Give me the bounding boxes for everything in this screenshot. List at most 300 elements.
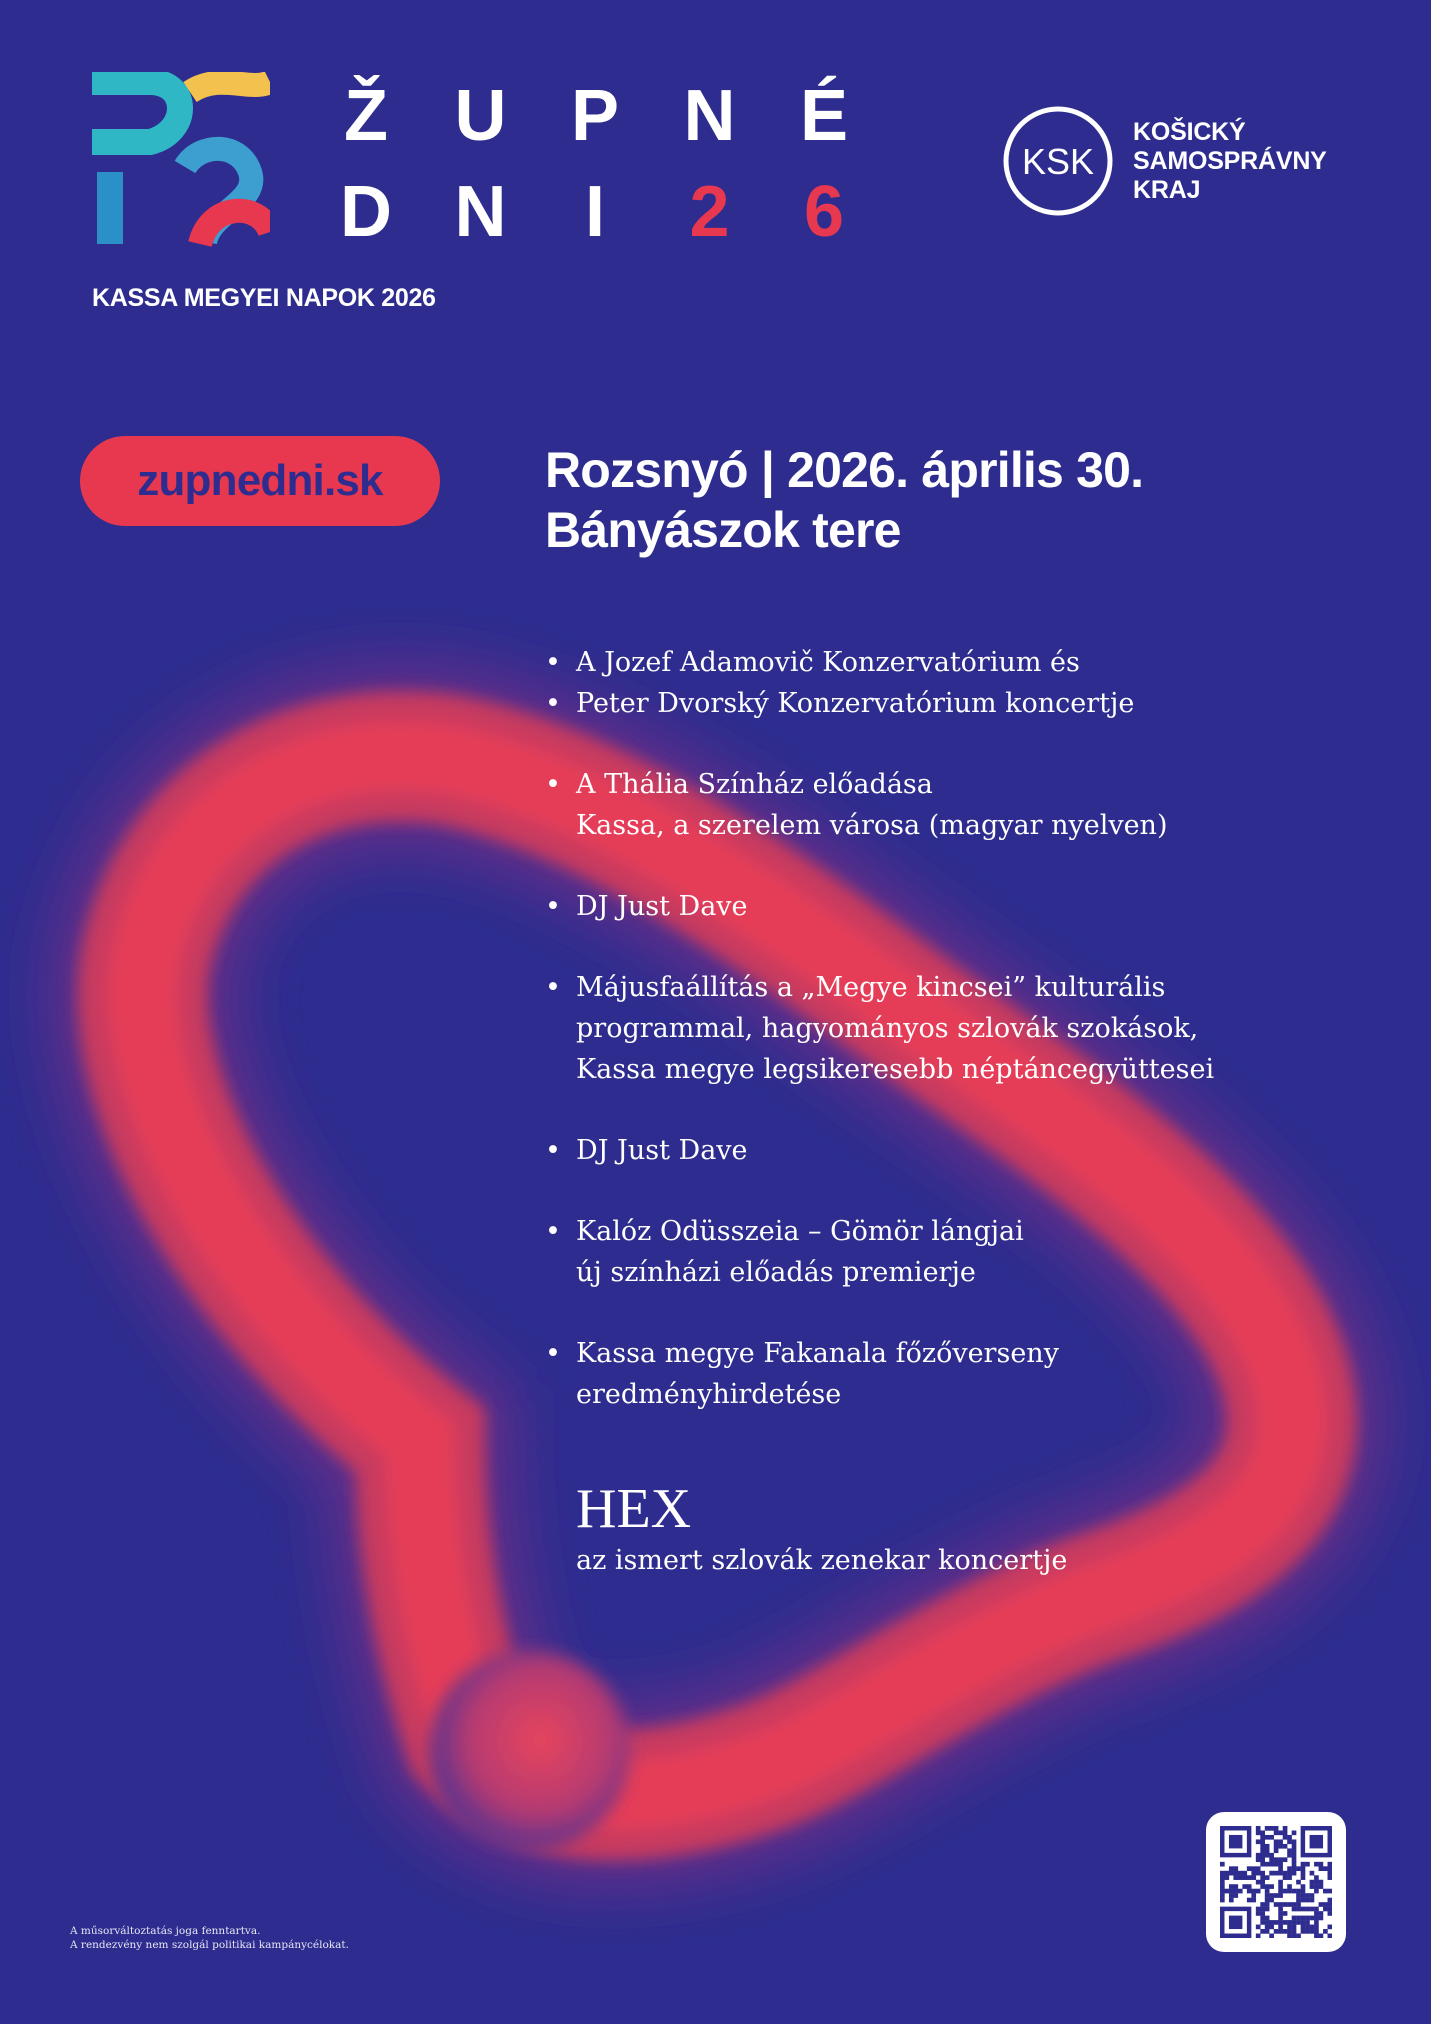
qr-module: [1323, 1902, 1328, 1907]
qr-module: [1328, 1889, 1332, 1894]
qr-module: [1328, 1907, 1332, 1912]
program-line: Májusfaállítás a „Megye kincsei” kulturális: [576, 972, 1166, 1003]
qr-module: [1265, 1884, 1270, 1889]
qr-module: [1242, 1875, 1247, 1880]
qr-module: [1229, 1889, 1234, 1894]
qr-module: [1310, 1880, 1315, 1885]
qr-module: [1319, 1911, 1324, 1916]
qr-module: [1301, 1862, 1306, 1867]
headliner-description: az ismert szlovák zenekar koncertje: [576, 1545, 1068, 1576]
program-line: eredményhirdetése: [576, 1379, 842, 1410]
qr-module: [1301, 1893, 1306, 1898]
qr-module: [1220, 1889, 1225, 1894]
qr-module: [1305, 1916, 1310, 1921]
qr-module: [1283, 1844, 1288, 1849]
qr-module: [1260, 1875, 1265, 1880]
qr-module: [1274, 1902, 1279, 1907]
qr-module: [1229, 1866, 1234, 1871]
qr-module: [1310, 1929, 1315, 1934]
qr-module: [1265, 1844, 1270, 1849]
qr-module: [1314, 1934, 1319, 1938]
qr-module: [1260, 1880, 1265, 1885]
qr-module: [1301, 1925, 1306, 1930]
qr-code-icon: [1220, 1826, 1332, 1938]
qr-module: [1287, 1866, 1292, 1871]
qr-module: [1301, 1916, 1306, 1921]
qr-module: [1323, 1929, 1328, 1934]
logo-letter: 6: [803, 172, 845, 252]
qr-module: [1283, 1830, 1288, 1835]
qr-module: [1301, 1875, 1306, 1880]
qr-module: [1265, 1889, 1270, 1894]
qr-module: [1256, 1839, 1261, 1844]
qr-module: [1233, 1871, 1238, 1876]
qr-module: [1220, 1884, 1225, 1889]
qr-module: [1301, 1929, 1306, 1934]
logo-letter: 2: [689, 172, 730, 252]
qr-module: [1301, 1871, 1306, 1876]
qr-module: [1296, 1920, 1301, 1925]
qr-module: [1287, 1853, 1292, 1858]
qr-module: [1319, 1934, 1324, 1938]
qr-module: [1292, 1862, 1297, 1867]
program-spacer: [545, 927, 1305, 967]
logo-row-2: [335, 164, 855, 260]
qr-module: [1319, 1902, 1324, 1907]
organizer-logo[interactable]: [1001, 104, 1327, 218]
qr-module: [1287, 1925, 1292, 1930]
disclaimer: [70, 1924, 349, 1952]
qr-module: [1269, 1853, 1274, 1858]
qr-module: [1251, 1875, 1256, 1880]
program-item: [545, 683, 1305, 724]
qr-module: [1260, 1884, 1265, 1889]
qr-module: [1233, 1866, 1238, 1871]
logo-letter: U: [454, 76, 507, 156]
organizer-name: [1133, 118, 1327, 205]
qr-module: [1260, 1857, 1265, 1862]
qr-module: [1260, 1862, 1265, 1867]
qr-module: [1269, 1871, 1274, 1876]
qr-module: [1292, 1853, 1297, 1858]
qr-module: [1256, 1853, 1261, 1858]
event-header: [545, 440, 1143, 560]
qr-module: [1310, 1898, 1315, 1903]
logo-letter: É: [799, 76, 849, 156]
qr-module: [1220, 1893, 1225, 1898]
qr-module: [1260, 1844, 1265, 1849]
qr-module: [1220, 1862, 1225, 1867]
logo-letter: N: [454, 172, 507, 252]
qr-module: [1296, 1898, 1301, 1903]
qr-module: [1260, 1902, 1265, 1907]
qr-module: [1269, 1884, 1274, 1889]
qr-module: [1328, 1875, 1332, 1880]
qr-module: [1301, 1898, 1306, 1903]
qr-module: [1220, 1871, 1225, 1876]
qr-module: [1247, 1898, 1252, 1903]
program-line: új színházi előadás premierje: [576, 1257, 976, 1288]
qr-module: [1283, 1929, 1288, 1934]
qr-module: [1278, 1880, 1283, 1885]
qr-module: [1305, 1893, 1310, 1898]
qr-module: [1260, 1839, 1265, 1844]
event-date-location: Rozsnyó | 2026. április 30.: [545, 442, 1144, 498]
qr-module: [1265, 1848, 1270, 1853]
logo-letter: I: [584, 172, 605, 252]
qr-module: [1283, 1871, 1288, 1876]
qr-module: [1292, 1925, 1297, 1930]
qr-module: [1319, 1866, 1324, 1871]
organizer-line: KRAJ: [1133, 175, 1201, 204]
qr-module: [1278, 1916, 1283, 1921]
qr-module: [1287, 1875, 1292, 1880]
qr-module: [1224, 1871, 1229, 1876]
qr-module: [1260, 1911, 1265, 1916]
qr-module: [1265, 1925, 1270, 1930]
qr-module: [1278, 1844, 1283, 1849]
qr-module: [1305, 1898, 1310, 1903]
qr-module: [1287, 1835, 1292, 1840]
qr-module: [1256, 1911, 1261, 1916]
qr-module: [1292, 1857, 1297, 1862]
qr-module: [1242, 1884, 1247, 1889]
qr-module: [1256, 1866, 1261, 1871]
qr-module: [1319, 1884, 1324, 1889]
qr-module: [1265, 1929, 1270, 1934]
qr-module: [1251, 1898, 1256, 1903]
qr-module: [1287, 1929, 1292, 1934]
qr-module: [1269, 1857, 1274, 1862]
qr-module: [1265, 1916, 1270, 1921]
qr-module: [1283, 1857, 1288, 1862]
qr-module: [1328, 1925, 1332, 1930]
qr-module: [1292, 1839, 1297, 1844]
qr-module: [1269, 1835, 1274, 1840]
qr-module: [1292, 1920, 1297, 1925]
organizer-line: SAMOSPRÁVNY: [1133, 146, 1327, 175]
program-item: [545, 886, 1305, 927]
qr-module: [1278, 1902, 1283, 1907]
disclaimer-line: A rendezvény nem szolgál politikai kampánycélokat.: [70, 1939, 349, 1951]
qr-module: [1328, 1862, 1332, 1867]
qr-module: [1301, 1889, 1306, 1894]
qr-module: [1269, 1934, 1274, 1938]
qr-module: [1269, 1920, 1274, 1925]
event-venue: Bányászok tere: [545, 502, 901, 558]
qr-module: [1269, 1925, 1274, 1930]
qr-module: [1328, 1871, 1332, 1876]
qr-module: [1292, 1871, 1297, 1876]
bullet: •: [545, 688, 561, 719]
qr-module: [1265, 1853, 1270, 1858]
qr-module: [1265, 1875, 1270, 1880]
program-line: Kassa, a szerelem városa (magyar nyelven): [576, 810, 1168, 841]
qr-module: [1283, 1875, 1288, 1880]
qr-module: [1319, 1916, 1324, 1921]
qr-module: [1229, 1835, 1242, 1848]
qr-module: [1256, 1889, 1261, 1894]
qr-module: [1287, 1889, 1292, 1894]
qr-module: [1220, 1880, 1225, 1885]
qr-module: [1278, 1866, 1283, 1871]
qr-module: [1287, 1902, 1292, 1907]
qr-module: [1310, 1871, 1315, 1876]
qr-module: [1233, 1875, 1238, 1880]
program-item: [545, 1333, 1305, 1415]
qr-module: [1256, 1857, 1261, 1862]
qr-module: [1265, 1826, 1270, 1831]
program-item: [545, 1211, 1305, 1293]
qr-module: [1278, 1857, 1283, 1862]
organizer-line: KOŠICKÝ: [1133, 117, 1246, 146]
qr-module: [1296, 1934, 1301, 1938]
program-line: DJ Just Dave: [576, 1135, 748, 1166]
qr-module: [1274, 1830, 1279, 1835]
program-line: Kalóz Odüsszeia – Gömör lángjai: [576, 1216, 1024, 1247]
qr-module: [1274, 1839, 1279, 1844]
qr-module: [1278, 1893, 1283, 1898]
qr-module: [1256, 1871, 1261, 1876]
qr-module: [1256, 1826, 1261, 1831]
qr-module: [1251, 1889, 1256, 1894]
qr-module: [1269, 1898, 1274, 1903]
qr-module: [1292, 1907, 1297, 1912]
qr-module: [1274, 1848, 1279, 1853]
qr-module: [1310, 1925, 1315, 1930]
qr-module: [1233, 1889, 1238, 1894]
qr-module: [1265, 1893, 1270, 1898]
qr-module: [1247, 1884, 1252, 1889]
qr-module: [1301, 1884, 1306, 1889]
qr-module: [1224, 1875, 1229, 1880]
ksk-emblem-icon: [1001, 104, 1115, 218]
program-line: A Thália Színház előadása: [576, 769, 933, 800]
qr-module: [1269, 1826, 1274, 1831]
qr-module: [1305, 1862, 1310, 1867]
qr-module: [1314, 1862, 1319, 1867]
bullet: •: [545, 769, 561, 800]
qr-module: [1296, 1916, 1301, 1921]
qr-module: [1314, 1920, 1319, 1925]
qr-module: [1278, 1889, 1283, 1894]
qr-module: [1269, 1893, 1274, 1898]
qr-module: [1220, 1898, 1225, 1903]
qr-module: [1301, 1866, 1306, 1871]
qr-module: [1278, 1907, 1283, 1912]
qr-module: [1296, 1880, 1301, 1885]
program-line: programmal, hagyományos szlovák szokások,: [576, 1013, 1199, 1044]
qr-module: [1323, 1866, 1328, 1871]
qr-module: [1292, 1889, 1297, 1894]
qr-module: [1310, 1916, 1315, 1921]
qr-module: [1328, 1866, 1332, 1871]
qr-module: [1256, 1934, 1261, 1938]
qr-module: [1238, 1871, 1243, 1876]
qr-module: [1283, 1826, 1288, 1831]
qr-module: [1323, 1907, 1328, 1912]
tagline: KASSA MEGYEI NAPOK 2026: [92, 284, 436, 312]
program-line: Kassa megye legsikeresebb néptáncegyüttesei: [576, 1054, 1215, 1085]
qr-module: [1328, 1934, 1332, 1938]
qr-module: [1265, 1835, 1270, 1840]
qr-module: [1301, 1920, 1306, 1925]
qr-module: [1229, 1884, 1234, 1889]
qr-module: [1287, 1920, 1292, 1925]
qr-module: [1260, 1835, 1265, 1840]
qr-module: [1296, 1889, 1301, 1894]
qr-module: [1256, 1880, 1261, 1885]
qr-module: [1314, 1889, 1319, 1894]
qr-module: [1296, 1866, 1301, 1871]
qr-module: [1265, 1920, 1270, 1925]
bullet: •: [545, 1216, 561, 1247]
qr-module: [1274, 1929, 1279, 1934]
qr-module: [1287, 1839, 1292, 1844]
program-spacer: [545, 724, 1305, 764]
qr-module: [1296, 1893, 1301, 1898]
qr-module: [1283, 1911, 1288, 1916]
qr-module: [1292, 1844, 1297, 1849]
qr-module: [1287, 1871, 1292, 1876]
qr-module: [1278, 1871, 1283, 1876]
qr-module: [1274, 1862, 1279, 1867]
qr-module: [1242, 1871, 1247, 1876]
bullet: •: [545, 972, 561, 1003]
program-line: Kassa megye Fakanala főzőverseny: [576, 1338, 1059, 1369]
disclaimer-line: A műsorváltoztatás joga fenntartva.: [70, 1925, 261, 1937]
qr-module: [1314, 1925, 1319, 1930]
qr-module: [1269, 1862, 1274, 1867]
program-item: [545, 1130, 1305, 1171]
qr-module: [1278, 1839, 1283, 1844]
bullet: •: [545, 1338, 561, 1369]
qr-module: [1260, 1853, 1265, 1858]
qr-module: [1278, 1929, 1283, 1934]
qr-module: [1314, 1880, 1319, 1885]
qr-module: [1314, 1907, 1319, 1912]
program-spacer: [545, 846, 1305, 886]
qr-module: [1310, 1907, 1315, 1912]
logo-letter: N: [683, 76, 736, 156]
qr-module: [1287, 1848, 1292, 1853]
qr-module: [1292, 1866, 1297, 1871]
qr-module: [1310, 1835, 1323, 1848]
program-line: DJ Just Dave: [576, 891, 748, 922]
qr-module: [1319, 1862, 1324, 1867]
program-line: Peter Dvorský Konzervatórium koncertje: [576, 688, 1135, 719]
qr-module: [1314, 1884, 1319, 1889]
program-spacer: [545, 1293, 1305, 1333]
qr-module: [1292, 1902, 1297, 1907]
qr-module: [1328, 1898, 1332, 1903]
qr-module: [1283, 1889, 1288, 1894]
qr-module: [1305, 1920, 1310, 1925]
qr-module: [1305, 1929, 1310, 1934]
qr-module: [1278, 1920, 1283, 1925]
qr-module: [1314, 1875, 1319, 1880]
qr-module: [1283, 1902, 1288, 1907]
qr-module: [1233, 1893, 1238, 1898]
qr-module: [1310, 1893, 1315, 1898]
qr-module: [1319, 1880, 1324, 1885]
qr-module: [1260, 1920, 1265, 1925]
qr-module: [1314, 1916, 1319, 1921]
qr-module: [1224, 1889, 1229, 1894]
qr-module: [1238, 1875, 1243, 1880]
qr-module: [1256, 1907, 1261, 1912]
program-item: [545, 642, 1305, 683]
qr-module: [1301, 1907, 1306, 1912]
qr-code[interactable]: [1206, 1812, 1346, 1952]
qr-module: [1274, 1857, 1279, 1862]
qr-module: [1260, 1830, 1265, 1835]
qr-module: [1229, 1898, 1234, 1903]
qr-module: [1292, 1934, 1297, 1938]
qr-module: [1305, 1925, 1310, 1930]
qr-module: [1310, 1884, 1315, 1889]
qr-module: [1247, 1889, 1252, 1894]
qr-module: [1305, 1907, 1310, 1912]
qr-module: [1283, 1835, 1288, 1840]
qr-module: [1292, 1916, 1297, 1921]
logo-wordmark: [335, 68, 855, 260]
bullet: •: [545, 1135, 561, 1166]
program-list: [545, 642, 1305, 1415]
qr-module: [1328, 1902, 1332, 1907]
qr-module: [1260, 1907, 1265, 1912]
program-spacer: [545, 1090, 1305, 1130]
qr-module: [1260, 1929, 1265, 1934]
website-link[interactable]: zupnedni.sk: [80, 436, 440, 526]
qr-module: [1256, 1830, 1261, 1835]
qr-module: [1278, 1862, 1283, 1867]
logo-row-1: [335, 68, 855, 164]
qr-module: [1265, 1907, 1270, 1912]
program-spacer: [545, 1171, 1305, 1211]
qr-module: [1233, 1884, 1238, 1889]
qr-module: [1278, 1884, 1283, 1889]
qr-module: [1274, 1826, 1279, 1831]
logo-letter: D: [340, 172, 392, 252]
qr-module: [1265, 1862, 1270, 1867]
qr-module: [1229, 1893, 1234, 1898]
qr-module: [1274, 1844, 1279, 1849]
qr-module: [1283, 1920, 1288, 1925]
qr-module: [1274, 1893, 1279, 1898]
bullet: •: [545, 891, 561, 922]
qr-module: [1328, 1911, 1332, 1916]
qr-module: [1274, 1871, 1279, 1876]
qr-module: [1274, 1920, 1279, 1925]
qr-module: [1229, 1871, 1234, 1876]
qr-module: [1251, 1893, 1256, 1898]
qr-module: [1292, 1830, 1297, 1835]
qr-module: [1296, 1907, 1301, 1912]
logo-letter: P: [570, 76, 620, 156]
qr-module: [1251, 1871, 1256, 1876]
logo-letter: Ž: [344, 76, 388, 156]
qr-module: [1296, 1902, 1301, 1907]
program-item: [545, 764, 1305, 846]
program-item: [545, 967, 1305, 1090]
qr-module: [1292, 1929, 1297, 1934]
ksk-monogram: KSK: [1021, 141, 1095, 182]
headliner-name: HEX: [576, 1478, 692, 1540]
loop-knot: [430, 1650, 630, 1850]
qr-module: [1323, 1889, 1328, 1894]
qr-module: [1287, 1884, 1292, 1889]
